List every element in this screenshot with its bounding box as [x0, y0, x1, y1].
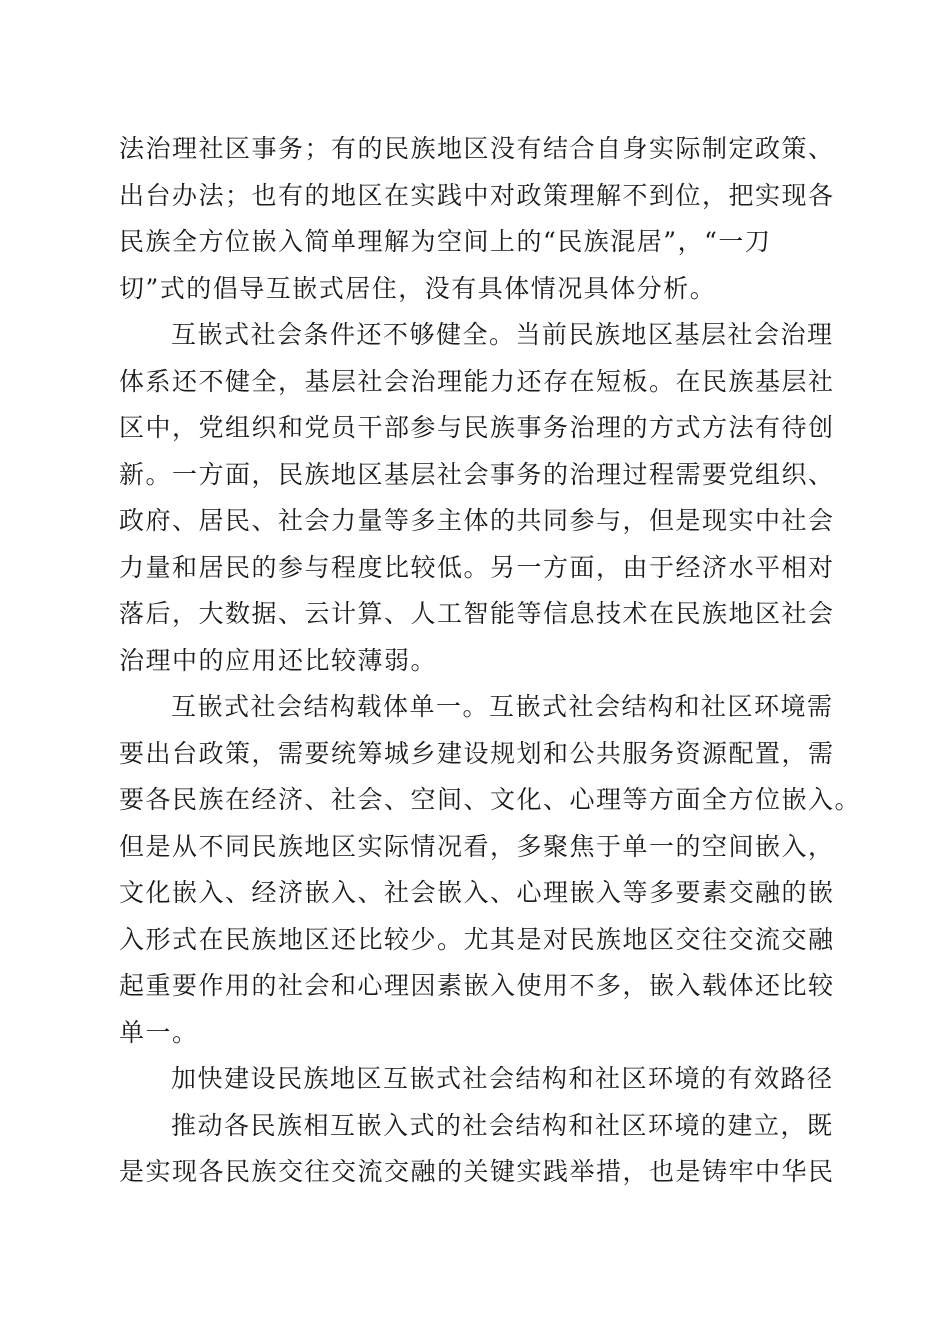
- text-line: 起重要作用的社会和心理因素嵌入使用不多，嵌入载体还比较: [119, 971, 835, 1000]
- text-line: 治理中的应用还比较薄弱。: [119, 645, 438, 675]
- text-line: 但是从不同民族地区实际情况看，多聚焦于单一的空间嵌入，: [119, 831, 835, 861]
- text-line: 体系还不健全，基层社会治理能力还存在短板。在民族基层社: [119, 366, 835, 396]
- text-line: 落后，大数据、云计算、人工智能等信息技术在民族地区社会: [119, 599, 835, 628]
- section-heading: 加快建设民族地区互嵌式社会结构和社区环境的有效路径: [171, 1064, 834, 1093]
- text-line: 切”式的倡导互嵌式居住，没有具体情况具体分析。: [119, 273, 717, 303]
- paragraph-start-line: 互嵌式社会结构载体单一。互嵌式社会结构和社区环境需: [171, 692, 834, 721]
- text-line: 区中，党组织和党员干部参与民族事务治理的方式方法有待创: [119, 413, 835, 442]
- text-line: 要出台政策，需要统筹城乡建设规划和公共服务资源配置，需: [119, 738, 835, 768]
- text-line: 单一。: [119, 1017, 199, 1047]
- text-line: 入形式在民族地区还比较少。尤其是对民族地区交往交流交融: [119, 924, 835, 954]
- text-line: 要各民族在经济、社会、空间、文化、心理等方面全方位嵌入。: [119, 785, 862, 814]
- text-line: 法治理社区事务；有的民族地区没有结合自身实际制定政策、: [119, 134, 835, 163]
- text-line: 力量和居民的参与程度比较低。另一方面，由于经济水平相对: [119, 552, 835, 582]
- document-body: [119, 126, 862, 1196]
- text-line: 出台办法；也有的地区在实践中对政策理解不到位，把实现各: [119, 180, 835, 210]
- paragraph-start-line: 互嵌式社会条件还不够健全。当前民族地区基层社会治理: [171, 320, 834, 349]
- paragraph-start-line: 推动各民族相互嵌入式的社会结构和社区环境的建立，既: [171, 1110, 834, 1140]
- text-line: 文化嵌入、经济嵌入、社会嵌入、心理嵌入等多要素交融的嵌: [119, 878, 835, 907]
- text-line: 政府、居民、社会力量等多主体的共同参与，但是现实中社会: [119, 506, 835, 535]
- text-line: 是实现各民族交往交流交融的关键实践举措，也是铸牢中华民: [119, 1157, 835, 1186]
- text-line: 民族全方位嵌入简单理解为空间上的“民族混居”，“一刀: [119, 227, 772, 256]
- text-line: 新。一方面，民族地区基层社会事务的治理过程需要党组织、: [119, 459, 835, 489]
